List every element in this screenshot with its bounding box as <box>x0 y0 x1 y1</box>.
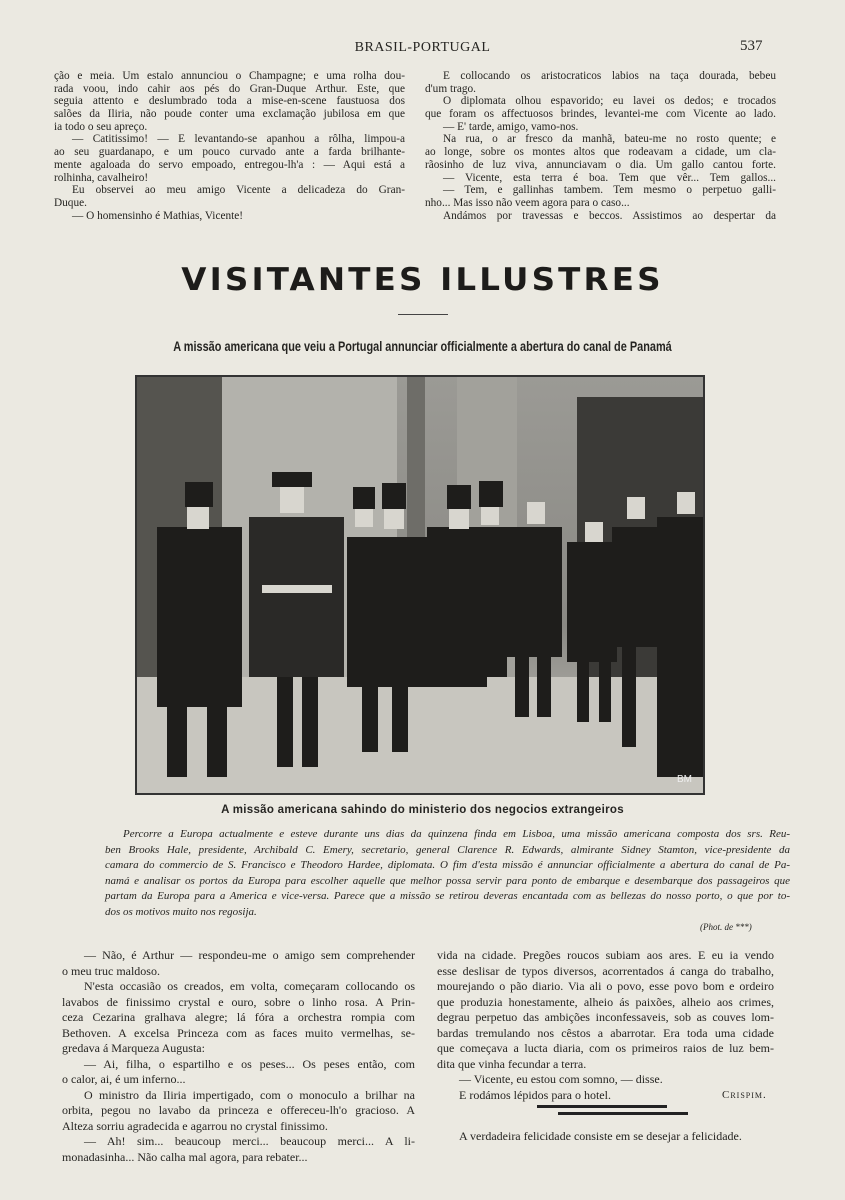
text-line: dita que vinha fecundar a terra. <box>437 1056 587 1071</box>
text-line: vida na cidade. Pregões roucos subiam aos ares. E eu ia vendo <box>437 948 774 962</box>
text-line: ao seu guardanapo, e um pouco curvado ante a farda brilhante- <box>54 146 405 159</box>
text-line: — Tem, e gallinhas tambem. Tem mesmo o perpetuo galli- <box>443 184 776 197</box>
text-line: O ministro da Iliria impertigado, com o monoculo a brilhar na <box>84 1087 415 1102</box>
text-line: O diplomata olhou espavorido; eu lavei os dedos; e trocados <box>443 95 776 108</box>
text-line: E collocando os aristocraticos labios na taça dourada, bebeu <box>443 70 776 82</box>
bottom-right-column <box>437 948 774 1088</box>
title-divider <box>398 314 448 315</box>
text-line: esse deslisar de typos diversos, acorrentados á canga do trabalho, <box>437 963 774 978</box>
group-photo <box>135 375 705 795</box>
bottom-left-column <box>62 948 415 1165</box>
text-line: nho... Mas isso não veem agora para o caso... <box>425 196 630 209</box>
text-line: — O homensinho é Mathias, Vicente! <box>72 209 244 222</box>
page-number: 537 <box>740 38 763 54</box>
text-line: ceza Cezarina gralhava alegre; lá fóra a orchestra rompia com <box>62 1010 415 1024</box>
text-line: mente agaloada do servo empoado, entregou-lh'a : — Aqui está a <box>54 158 405 171</box>
text-line: lavabos de finissimo crystal e ouro, sobre o linho rosa. A Prin- <box>62 994 415 1009</box>
text-line: monadasinha... Não calha mal agora, para rebater... <box>62 1149 308 1164</box>
text-line: — Vicente, esta terra é boa. Tem que vêr... Tem gallos... <box>443 171 776 184</box>
text-line: rãosinho de luz viva, annunciavam o dia. Um gallo cantou forte. <box>425 158 776 171</box>
text-line: — Catitissimo! — E levantando-se apanhou a rôlha, limpou-a <box>72 133 405 146</box>
text-line: — Não, é Arthur — respondeu-me o amigo sem comprehender <box>84 948 415 962</box>
top-right-column <box>425 70 776 222</box>
text-line: seguia attento e deslumbrado toda a mise-en-scene faustuosa dos <box>54 95 405 108</box>
double-rule-top <box>537 1105 667 1108</box>
text-line: o calor, ai, é um inferno... <box>62 1072 186 1086</box>
text-line: mourejando o pão diario. Via ali o povo, esse povo bom e ordeiro <box>437 979 774 993</box>
text-line: — Ai, filha, o espartilho e os peses... Os peses então, com <box>84 1056 415 1071</box>
article-subtitle: A missão americana que veiu a Portugal annunciar officialmente a abertura do canal de Panamá <box>173 338 672 354</box>
text-line: ia todo o seu apreço. <box>54 120 148 133</box>
article-title: VISITANTES ILLUSTRES <box>181 262 664 298</box>
text-line: que foram os affectuosos brindes, levantei-me com Vicente ao lado. <box>425 108 776 121</box>
text-line: Bethoven. A excelsa Princeza com as faces muito vermelhas, se- <box>62 1025 415 1040</box>
running-title: BRASIL-PORTUGAL <box>354 40 491 55</box>
text-line: Alteza sorriu agradecida e agarrou no crystal finissimo. <box>62 1118 328 1133</box>
text-line: — Ah! sim... beaucoup merci... beaucoup merci... A li- <box>84 1134 415 1148</box>
text-line: o meu truc maldoso. <box>62 963 160 978</box>
text-line: que produzia honestamente, alheio ás paixões, alheio aos crimes, <box>437 994 774 1009</box>
text-line: Eu observei ao meu amigo Vicente a delicadeza do Gran- <box>72 184 405 197</box>
text-line: — E' tarde, amigo, vamo-nos. <box>443 120 579 133</box>
text-line: bardas tremulando nos cêstos a abarrotar. Era toda uma cidade <box>437 1025 774 1040</box>
text-line: ao longe, sobre os montes altos que rodeavam a cidade, um cla- <box>425 146 776 159</box>
text-line: d'um trago. <box>425 82 476 95</box>
double-rule-bottom <box>558 1112 688 1115</box>
photo-credit: (Phot. de ***) <box>700 922 752 932</box>
author-signature: Crispim. <box>722 1089 767 1101</box>
text-line: salões da Iliria, não poude conter uma exclamação jubilosa em que <box>54 108 405 121</box>
text-line: N'esta occasião os creados, em volta, começaram collocando os <box>84 979 415 993</box>
photo-illustration <box>137 377 703 793</box>
text-line: rada voou, indo cahir aos pés do Gran-Duque Arthur. Este, que <box>54 82 405 95</box>
text-line: Duque. <box>54 196 87 209</box>
text-line: partam da Europa para a America e vice-versa. Parece que a missão se retirou deveras encantada com as bellezas do nosso porto, o que por to- <box>105 890 790 903</box>
photo-caption: A missão americana sahindo do ministerio dos negocios extrangeiros <box>221 804 624 816</box>
text-line: orbita, pegou no lavabo da princeza e offereceu-lh'o gracioso. A <box>62 1103 415 1117</box>
text-line: Andámos por travessas e beccos. Assistimos ao despertar da <box>443 209 776 222</box>
text-line: rolhinha, cavalheiro! <box>54 171 149 184</box>
text-line: ben Brooks Hale, presidente, Archibald C. Emery, secretario, general Clarence R. Edwards, almirante Sidney Stamton, vice-presidente da <box>105 843 790 856</box>
text-line: Percorre a Europa actualmente e esteve durante uns dias da quinzena finda em Lisboa, uma missão americana composta dos srs. Reu- <box>123 828 790 840</box>
text-line: que começava a lucta diaria, com os primeiros raios de luz bem- <box>437 1041 774 1055</box>
text-line: gredava á Marqueza Augusta: <box>62 1041 205 1055</box>
text-line: Na rua, o ar fresco da manhã, bateu-me no rosto quente; e <box>443 133 776 146</box>
text-line: ção e meia. Um estalo annunciou o Champagne; e uma rolha dou- <box>54 70 405 82</box>
text-line: namá e analisar os portos da Europa para escolher aquelle que melhor possa servir para ponto de embarque e desembarque dos passageiros que <box>105 874 790 887</box>
closing-line: E rodámos lépidos para o hotel. <box>459 1088 611 1102</box>
text-line: camara do commercio de S. Francisco e Theodoro Hardee, diplomata. O fim d'esta missão é annunciar officialmente a abertura do canal de Pa- <box>105 859 790 872</box>
text-line: dos os motivos muito nos regosija. <box>105 905 257 918</box>
top-left-column <box>54 70 405 222</box>
photo-monogram: BM <box>677 774 692 785</box>
article-intro <box>105 827 790 921</box>
text-line: degrau perpetuo das ambições inconfessaveis, sob as couves lom- <box>437 1010 774 1024</box>
closing-motto: A verdadeira felicidade consiste em se desejar a felicidade. <box>459 1129 742 1143</box>
text-line: — Vicente, eu estou com somno, — disse. <box>459 1072 663 1086</box>
